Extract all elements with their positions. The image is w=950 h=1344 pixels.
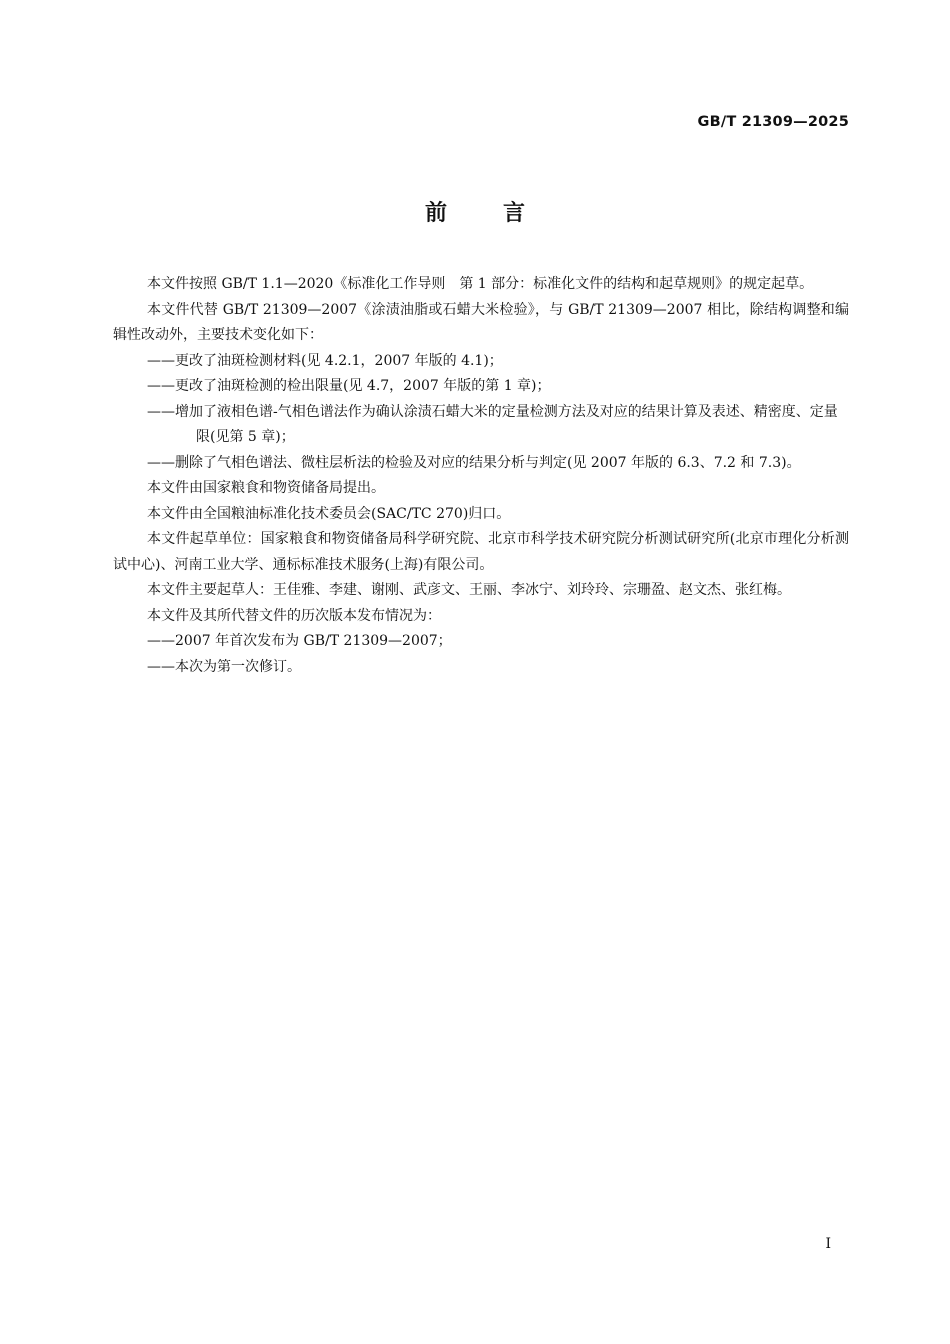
paragraph-proposed-by: 本文件由国家粮食和物资储备局提出。 xyxy=(147,480,385,496)
change-item-3: ——增加了液相色谱-气相色谱法作为确认涂渍石蜡大米的定量检测方法及对应的结果计算及表述、精密度、定量限(见第 5 章)； xyxy=(147,403,838,445)
paragraph-drafters: 本文件主要起草人：王佳雅、李建、谢刚、武彦文、王丽、李冰宁、刘玲玲、宗珊盈、赵文杰、张红梅。 xyxy=(147,582,791,598)
history-item-2: ——本次为第一次修订。 xyxy=(147,658,301,675)
paragraph-drafting-rules: 本文件按照 GB/T 1.1—2020《标准化工作导则 第 1 部分：标准化文件的结构和起草规则》的规定起草。 xyxy=(147,276,814,292)
paragraph-version-history: 本文件及其所代替文件的历次版本发布情况为： xyxy=(147,607,441,624)
page-number: I xyxy=(825,1236,831,1252)
change-item-1: ——更改了油斑检测材料(见 4.2.1，2007 年版的 4.1)； xyxy=(147,352,503,369)
change-item-2: ——更改了油斑检测的检出限量(见 4.7，2007 年版的第 1 章)； xyxy=(147,378,551,394)
paragraph-drafting-units: 本文件起草单位：国家粮食和物资储备局科学研究院、北京市科学技术研究院分析测试研究所(北京市理化分析测试中心)、河南工业大学、通标标准技术服务(上海)有限公司。 xyxy=(113,531,849,573)
history-item-1: ——2007 年首次发布为 GB/T 21309—2007； xyxy=(147,633,452,649)
page-title: 前言 xyxy=(424,201,581,226)
paragraph-replacement: 本文件代替 GB/T 21309—2007《涂渍油脂或石蜡大米检验》，与 GB/T 21309—2007 相比，除结构调整和编辑性改动外，主要技术变化如下： xyxy=(113,301,849,343)
standard-number: GB/T 21309—2025 xyxy=(697,114,849,130)
foreword-body xyxy=(113,272,849,680)
change-item-4: ——删除了气相色谱法、微柱层析法的检验及对应的结果分析与判定(见 2007 年版的 6.3、7.2 和 7.3)。 xyxy=(147,454,801,471)
paragraph-technical-committee: 本文件由全国粮油标准化技术委员会(SAC/TC 270)归口。 xyxy=(147,505,511,522)
